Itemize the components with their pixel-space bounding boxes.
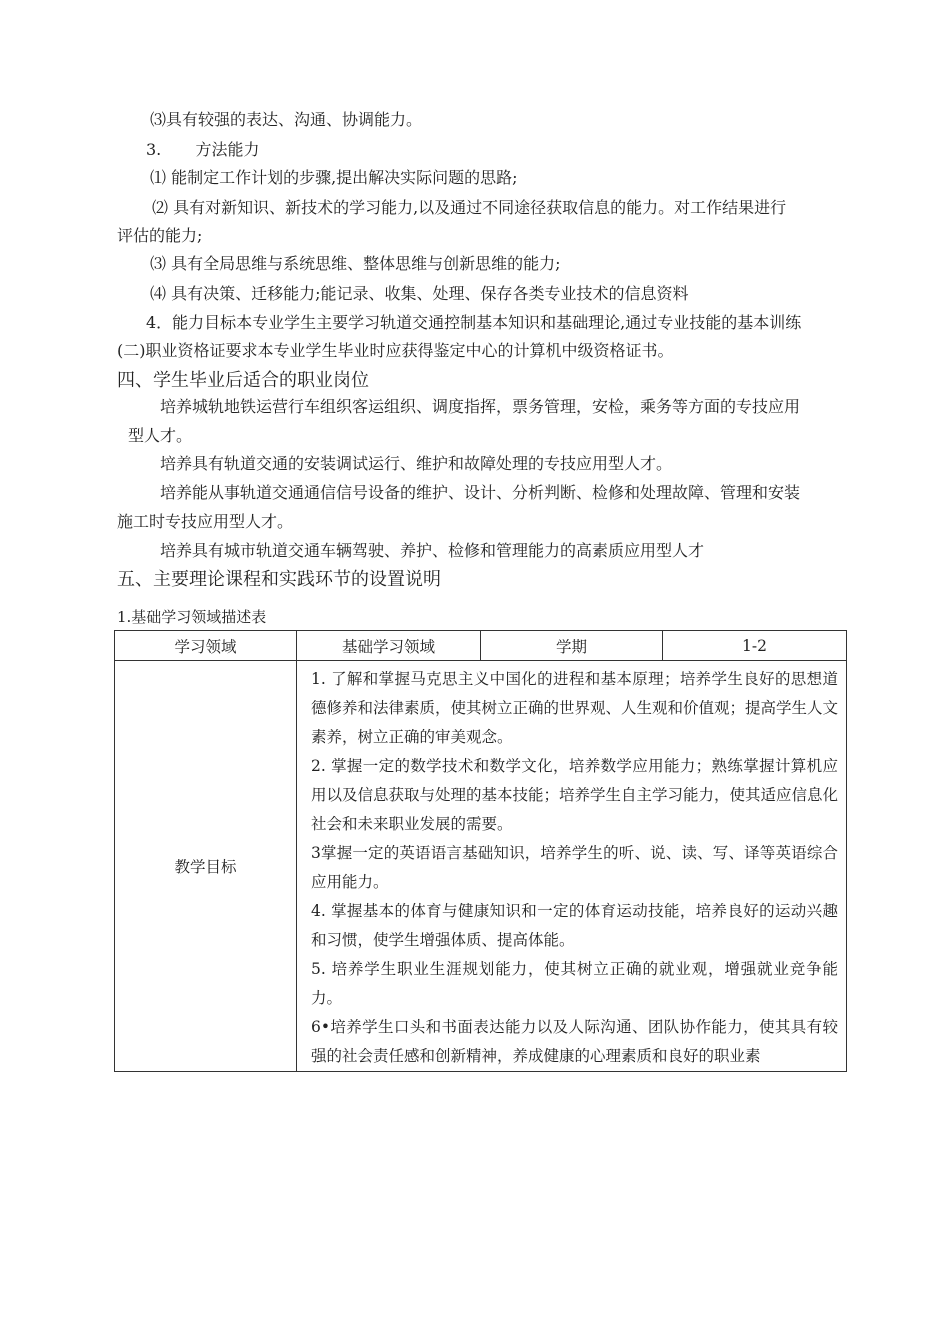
goal-label-cell: 教学目标	[115, 661, 297, 1072]
method-ability-title: 方法能力	[195, 140, 260, 159]
section-4-para-1: 培养城轨地铁运营行车组织客运组织、调度指挥，票务管理，安检，乘务等方面的专技应用	[160, 397, 801, 416]
goal-item: 6•培养学生口头和书面表达能力以及人际沟通、团队协作能力，使其具有较强的社会责任感和创新精神，养成健康的心理素质和良好的职业素	[311, 1018, 838, 1065]
goal-item: 3掌握一定的英语语言基础知识，培养学生的听、说、读、写、译等英语综合应用能力。	[311, 844, 838, 891]
goal-content-cell	[297, 661, 847, 1072]
goal-item: 2. 掌握一定的数学技术和数学文化，培养数学应用能力；熟练掌握计算机应用以及信息获取与处理的基本技能；培养学生自主学习能力，使其适应信息化社会和未来职业发展的需要。	[311, 757, 839, 833]
goal-item: 5. 培养学生职业生涯规划能力，使其树立正确的就业观，增强就业竞争能力。	[311, 960, 838, 1007]
method-item-3: ⑶ 具有全局思维与系统思维、整体思维与创新思维的能力;	[150, 254, 561, 273]
section-4-para-4: 培养具有城市轨道交通车辆驾驶、养护、检修和管理能力的高素质应用型人才	[160, 541, 705, 560]
section-5-heading: 五、主要理论课程和实践环节的设置说明	[117, 569, 441, 590]
ability-item-3: ⑶具有较强的表达、沟通、协调能力。	[150, 110, 423, 129]
section-4-para-2: 培养具有轨道交通的安装调试运行、维护和故障处理的专技应用型人才。	[160, 454, 673, 473]
goal-item: 4. 掌握基本的体育与健康知识和一定的体育运动技能，培养良好的运动兴趣和习惯，使学生增强体质、提高体能。	[311, 902, 838, 949]
method-ability-number: 3.	[146, 140, 162, 159]
method-item-1: ⑴ 能制定工作计划的步骤,提出解决实际问题的思路;	[150, 168, 518, 187]
table-caption: 1.基础学习领域描述表	[117, 608, 267, 626]
header-cell-learning-area: 学习领域	[115, 631, 297, 661]
qualification-line: (二)职业资格证要求本专业学生毕业时应获得鉴定中心的计算机中级资格证书。	[117, 341, 674, 360]
method-item-2-cont: 评估的能力;	[117, 226, 203, 245]
method-item-4: ⑷ 具有决策、迁移能力;能记录、收集、处理、保存各类专业技术的信息资料	[150, 284, 689, 303]
goal-item: 1. 了解和掌握马克思主义中国化的进程和基本原理；培养学生良好的思想道德修养和法律素质，使其树立正确的世界观、人生观和价值观；提高学生人文素养，树立正确的审美观念。	[311, 670, 839, 746]
table-goal-row	[115, 661, 847, 1072]
section-4-heading: 四、学生毕业后适合的职业岗位	[117, 370, 369, 391]
ability-goal-line: 4．能力目标本专业学生主要学习轨道交通控制基本知识和基础理论,通过专业技能的基本训练	[146, 313, 802, 332]
basic-learning-table	[114, 630, 847, 1072]
method-item-2: ⑵ 具有对新知识、新技术的学习能力,以及通过不同途径获取信息的能力。对工作结果进行	[152, 198, 787, 217]
header-cell-semester: 学期	[481, 631, 663, 661]
section-4-para-3: 培养能从事轨道交通通信信号设备的维护、设计、分析判断、检修和处理故障、管理和安装	[160, 483, 801, 502]
table-header-row	[115, 631, 847, 661]
header-cell-semester-value: 1-2	[663, 631, 847, 661]
header-cell-basic-area: 基础学习领域	[297, 631, 481, 661]
method-ability-heading	[146, 140, 259, 160]
section-4-para-3-cont: 施工时专技应用型人才。	[117, 512, 294, 531]
section-4-para-1-cont: 型人才。	[128, 426, 193, 445]
